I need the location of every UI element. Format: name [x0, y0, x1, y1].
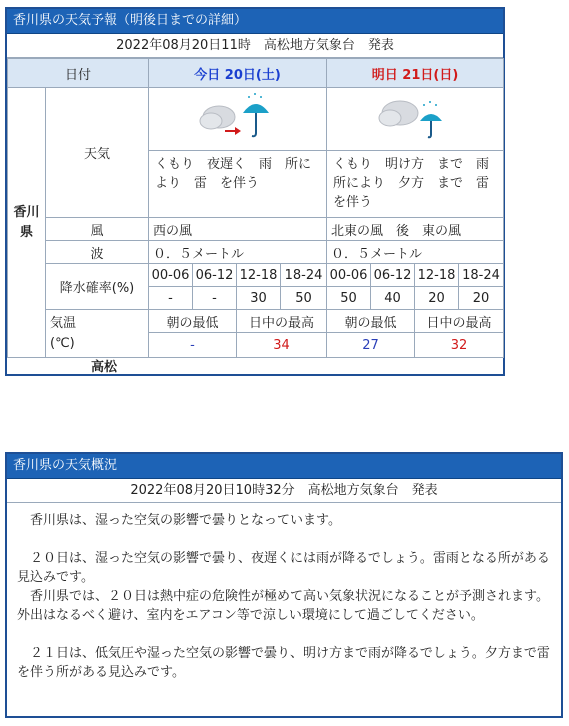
wave-row-label: 波 — [46, 241, 149, 264]
tomorrow-weather-text: くもり 明け方 まで 雨 所により 夕方 まで 雷を伴う — [327, 151, 504, 218]
today-pop-period: 18-24 — [281, 264, 327, 287]
overview-paragraph: ２０日は、湿った空気の影響で曇り、夜遅くには雨が降るでしょう。雷雨となる所がある見込みです。 — [17, 551, 550, 585]
overview-panel — [5, 452, 563, 718]
today-pop-period: 12-18 — [237, 264, 281, 287]
tomorrow-weather-icon-cell — [327, 88, 504, 151]
overview-paragraph: ２１日は、低気圧や湿った空気の影響で曇り、明け方まで雨が降るでしょう。夕方まで雷を伴う所がある見込みです。 — [17, 646, 550, 680]
temp-label: 気温 — [50, 315, 77, 331]
date-header: 日付 — [8, 59, 149, 88]
forecast-issued: 2022年08月20日11時 高松地方気象台 発表 — [7, 34, 503, 58]
today-pop-period: 00-06 — [149, 264, 193, 287]
overview-title: 香川県の天気概況 — [7, 454, 561, 479]
cloudy-with-rain-icon — [370, 91, 460, 143]
temp-row-label — [46, 310, 149, 358]
tomorrow-pop-period: 12-18 — [415, 264, 459, 287]
tomorrow-wind: 北東の風 後 東の風 — [327, 218, 504, 241]
overview-paragraph: 香川県は、湿った空気の影響で曇りとなっています。 — [17, 513, 341, 528]
today-max-header: 日中の最高 — [237, 310, 327, 333]
today-pop-value: - — [149, 287, 193, 310]
tomorrow-pop-value: 20 — [459, 287, 504, 310]
tomorrow-pop-period: 00-06 — [327, 264, 371, 287]
overview-body — [7, 503, 561, 690]
today-pop-value: - — [193, 287, 237, 310]
today-pop-period: 06-12 — [193, 264, 237, 287]
forecast-title: 香川県の天気予報（明後日までの詳細） — [7, 9, 503, 34]
tomorrow-header: 明日 21日(日) — [327, 59, 504, 88]
tomorrow-max-header: 日中の最高 — [415, 310, 504, 333]
tomorrow-max-temp: 32 — [415, 333, 504, 358]
overview-paragraph: 香川県では、２０日は熱中症の危険性が極めて高い気象状況になることが予測されます。外出はなるべく避け、室内をエアコン等で涼しい環境にして過ごしてください。 — [17, 589, 549, 623]
cloudy-then-rain-icon — [193, 91, 283, 143]
tomorrow-pop-value: 40 — [371, 287, 415, 310]
city-label: 高松 — [91, 360, 118, 375]
forecast-table — [7, 58, 504, 358]
forecast-panel — [5, 7, 505, 376]
tomorrow-min-header: 朝の最低 — [327, 310, 415, 333]
tomorrow-min-temp: 27 — [327, 333, 415, 358]
tomorrow-pop-value: 50 — [327, 287, 371, 310]
tomorrow-wave: ０．５メートル — [327, 241, 504, 264]
pop-row-label: 降水確率(%) — [46, 264, 149, 310]
tomorrow-pop-period: 18-24 — [459, 264, 504, 287]
today-weather-text: くもり 夜遅く 雨 所に より 雷 を伴う — [149, 151, 327, 218]
wind-row-label: 風 — [46, 218, 149, 241]
prefecture-label: 香川県 — [8, 88, 46, 358]
temp-unit: (℃) — [50, 335, 75, 351]
overview-issued: 2022年08月20日10時32分 高松地方気象台 発表 — [7, 479, 561, 503]
today-weather-icon-cell — [149, 88, 327, 151]
today-min-header: 朝の最低 — [149, 310, 237, 333]
today-max-temp: 34 — [237, 333, 327, 358]
tomorrow-pop-period: 06-12 — [371, 264, 415, 287]
today-wind: 西の風 — [149, 218, 327, 241]
today-pop-value: 30 — [237, 287, 281, 310]
today-pop-value: 50 — [281, 287, 327, 310]
tomorrow-pop-value: 20 — [415, 287, 459, 310]
today-min-temp: - — [149, 333, 237, 358]
today-wave: ０．５メートル — [149, 241, 327, 264]
today-header: 今日 20日(土) — [149, 59, 327, 88]
weather-row-label: 天気 — [46, 88, 149, 218]
